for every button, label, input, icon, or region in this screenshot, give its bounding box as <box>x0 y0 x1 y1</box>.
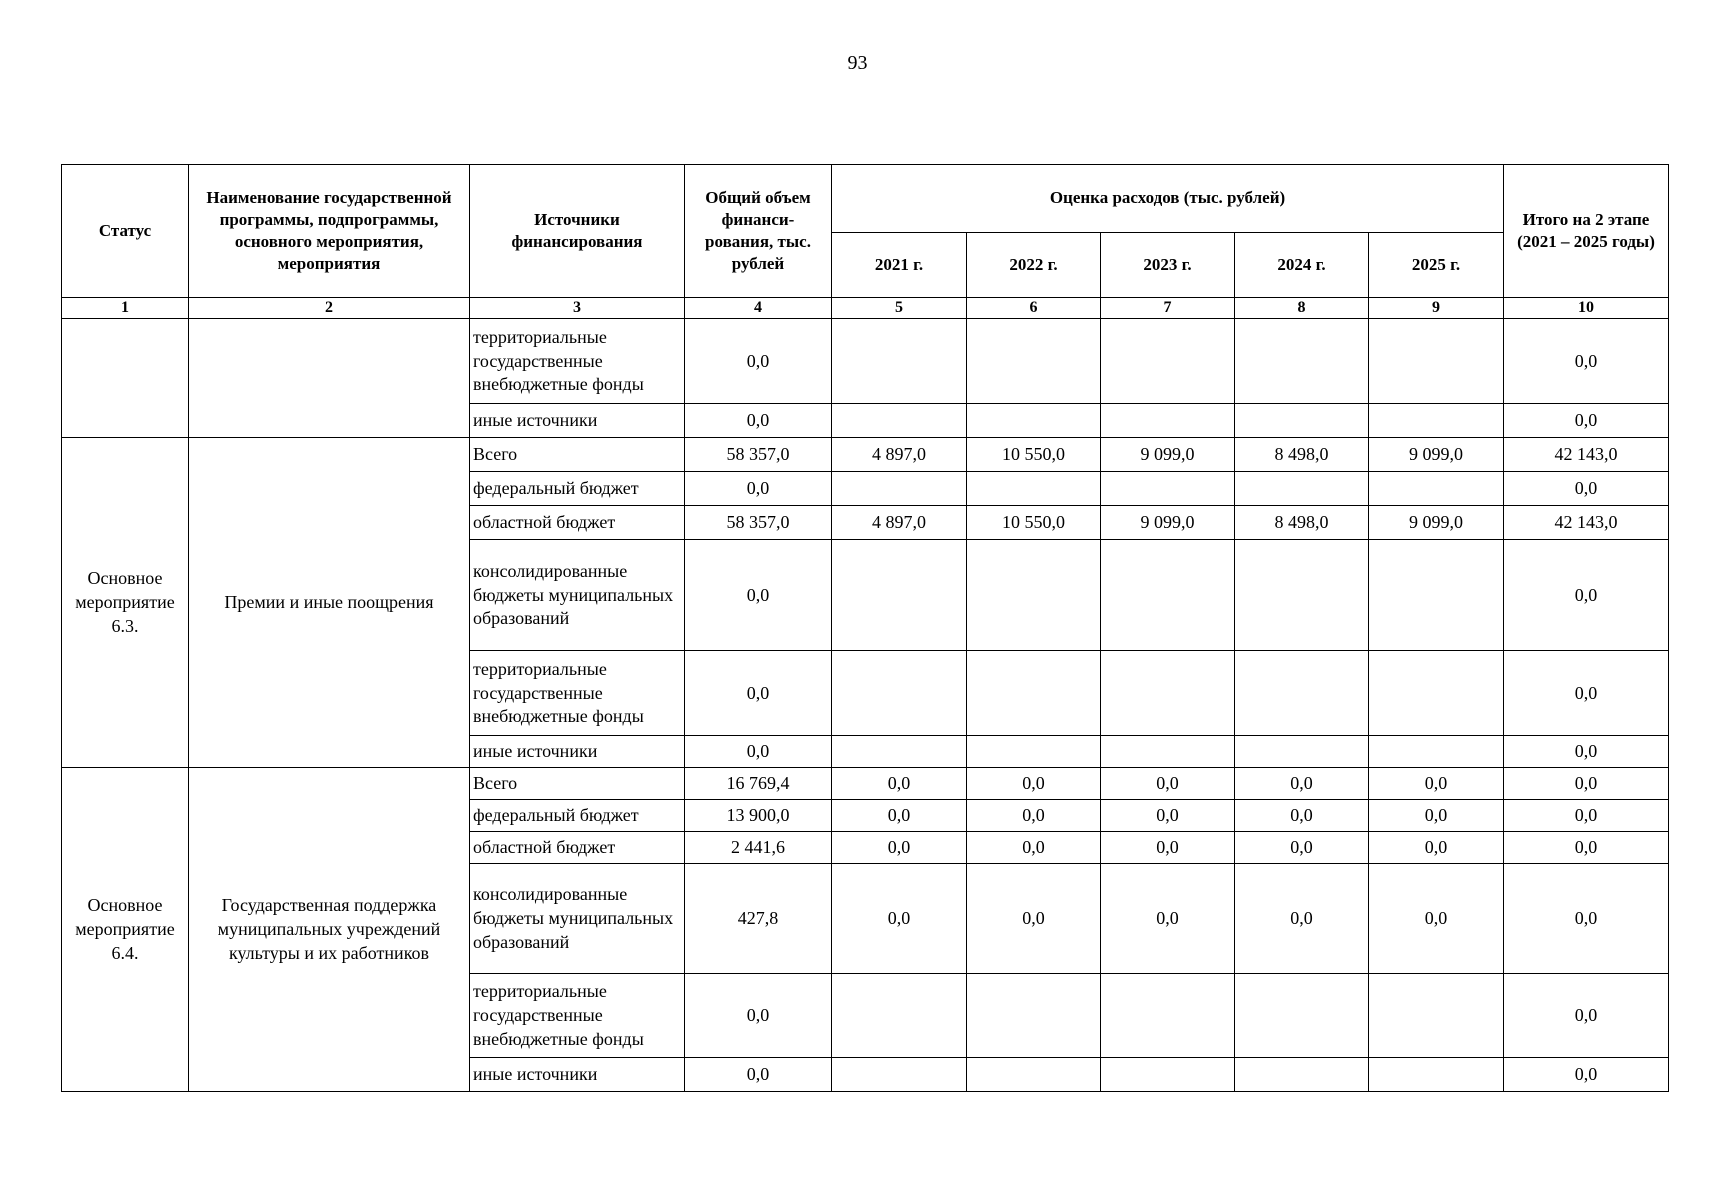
column-number: 6 <box>967 298 1101 319</box>
year-2021-cell: 0,0 <box>832 768 967 800</box>
year-2024-cell: 0,0 <box>1235 800 1369 832</box>
year-2025-cell: 0,0 <box>1369 832 1504 864</box>
source-cell: областной бюджет <box>470 832 685 864</box>
year-2021-cell: 4 897,0 <box>832 438 967 472</box>
year-2025-cell <box>1369 404 1504 438</box>
source-cell: федеральный бюджет <box>470 800 685 832</box>
budget-table <box>61 164 1669 1092</box>
stage-total-cell: 42 143,0 <box>1504 438 1669 472</box>
year-2022-cell: 0,0 <box>967 832 1101 864</box>
year-2021-cell <box>832 1058 967 1092</box>
year-2022-cell <box>967 651 1101 736</box>
header-year-2025: 2025 г. <box>1369 233 1504 298</box>
year-2023-cell <box>1101 736 1235 768</box>
stage-total-cell: 0,0 <box>1504 768 1669 800</box>
year-2025-cell <box>1369 319 1504 404</box>
source-cell: консолидированные бюджеты муниципальных образований <box>470 864 685 974</box>
year-2023-cell: 9 099,0 <box>1101 438 1235 472</box>
year-2023-cell <box>1101 472 1235 506</box>
year-2023-cell <box>1101 540 1235 651</box>
header-status: Статус <box>62 165 189 298</box>
year-2023-cell: 0,0 <box>1101 768 1235 800</box>
total-cell: 0,0 <box>685 472 832 506</box>
total-cell: 58 357,0 <box>685 438 832 472</box>
year-2025-cell <box>1369 736 1504 768</box>
year-2025-cell <box>1369 1058 1504 1092</box>
table-row <box>62 438 1669 472</box>
year-2024-cell <box>1235 472 1369 506</box>
table-header <box>62 165 1669 319</box>
year-2021-cell: 0,0 <box>832 864 967 974</box>
total-cell: 427,8 <box>685 864 832 974</box>
stage-total-cell: 0,0 <box>1504 800 1669 832</box>
total-cell: 58 357,0 <box>685 506 832 540</box>
year-2023-cell <box>1101 404 1235 438</box>
year-2024-cell <box>1235 404 1369 438</box>
year-2022-cell: 10 550,0 <box>967 438 1101 472</box>
header-stage-total: Итого на 2 этапе (2021 – 2025 годы) <box>1504 165 1669 298</box>
year-2024-cell <box>1235 319 1369 404</box>
name-cell: Премии и иные поощрения <box>189 438 470 768</box>
year-2022-cell <box>967 1058 1101 1092</box>
header-total-volume: Общий объем финанси-рования, тыс. рублей <box>685 165 832 298</box>
column-number: 1 <box>62 298 189 319</box>
total-cell: 2 441,6 <box>685 832 832 864</box>
year-2022-cell: 0,0 <box>967 800 1101 832</box>
name-cell <box>189 319 470 438</box>
status-cell <box>62 319 189 438</box>
column-number: 2 <box>189 298 470 319</box>
year-2023-cell <box>1101 1058 1235 1092</box>
stage-total-cell: 0,0 <box>1504 736 1669 768</box>
total-cell: 0,0 <box>685 651 832 736</box>
source-cell: консолидированные бюджеты муниципальных образований <box>470 540 685 651</box>
year-2025-cell <box>1369 651 1504 736</box>
year-2023-cell <box>1101 974 1235 1058</box>
year-2023-cell <box>1101 651 1235 736</box>
status-cell: Основное мероприятие 6.3. <box>62 438 189 768</box>
column-number: 4 <box>685 298 832 319</box>
year-2021-cell <box>832 974 967 1058</box>
year-2024-cell <box>1235 736 1369 768</box>
header-year-2021: 2021 г. <box>832 233 967 298</box>
year-2022-cell <box>967 974 1101 1058</box>
year-2022-cell <box>967 404 1101 438</box>
stage-total-cell: 0,0 <box>1504 864 1669 974</box>
year-2025-cell <box>1369 540 1504 651</box>
year-2025-cell <box>1369 974 1504 1058</box>
stage-total-cell: 0,0 <box>1504 1058 1669 1092</box>
year-2021-cell <box>832 651 967 736</box>
source-cell: Всего <box>470 438 685 472</box>
column-number: 5 <box>832 298 967 319</box>
column-number: 3 <box>470 298 685 319</box>
header-name: Наименование государственной программы, подпрограммы, основного мероприятия, мероприятия <box>189 165 470 298</box>
stage-total-cell: 0,0 <box>1504 832 1669 864</box>
year-2024-cell: 8 498,0 <box>1235 506 1369 540</box>
status-cell: Основное мероприятие 6.4. <box>62 768 189 1092</box>
year-2025-cell: 9 099,0 <box>1369 438 1504 472</box>
source-cell: Всего <box>470 768 685 800</box>
header-year-2022: 2022 г. <box>967 233 1101 298</box>
year-2024-cell <box>1235 651 1369 736</box>
source-cell: иные источники <box>470 1058 685 1092</box>
stage-total-cell: 0,0 <box>1504 472 1669 506</box>
year-2025-cell: 9 099,0 <box>1369 506 1504 540</box>
year-2023-cell: 0,0 <box>1101 800 1235 832</box>
year-2022-cell: 10 550,0 <box>967 506 1101 540</box>
header-year-2023: 2023 г. <box>1101 233 1235 298</box>
column-number: 7 <box>1101 298 1235 319</box>
source-cell: федеральный бюджет <box>470 472 685 506</box>
total-cell: 0,0 <box>685 319 832 404</box>
page-number: 93 <box>847 52 868 74</box>
year-2022-cell: 0,0 <box>967 864 1101 974</box>
year-2023-cell <box>1101 319 1235 404</box>
year-2024-cell <box>1235 540 1369 651</box>
source-cell: иные источники <box>470 736 685 768</box>
year-2021-cell <box>832 540 967 651</box>
year-2025-cell: 0,0 <box>1369 768 1504 800</box>
stage-total-cell: 0,0 <box>1504 319 1669 404</box>
year-2024-cell <box>1235 974 1369 1058</box>
header-year-2024: 2024 г. <box>1235 233 1369 298</box>
year-2023-cell: 0,0 <box>1101 832 1235 864</box>
year-2022-cell <box>967 319 1101 404</box>
year-2025-cell: 0,0 <box>1369 800 1504 832</box>
stage-total-cell: 0,0 <box>1504 540 1669 651</box>
total-cell: 0,0 <box>685 736 832 768</box>
stage-total-cell: 42 143,0 <box>1504 506 1669 540</box>
year-2022-cell <box>967 736 1101 768</box>
table-row <box>62 319 1669 404</box>
total-cell: 16 769,4 <box>685 768 832 800</box>
total-cell: 0,0 <box>685 974 832 1058</box>
year-2021-cell: 0,0 <box>832 800 967 832</box>
column-number: 8 <box>1235 298 1369 319</box>
year-2023-cell: 0,0 <box>1101 864 1235 974</box>
year-2021-cell <box>832 736 967 768</box>
year-2022-cell <box>967 472 1101 506</box>
total-cell: 0,0 <box>685 404 832 438</box>
year-2021-cell <box>832 319 967 404</box>
total-cell: 13 900,0 <box>685 800 832 832</box>
year-2023-cell: 9 099,0 <box>1101 506 1235 540</box>
source-cell: областной бюджет <box>470 506 685 540</box>
year-2022-cell: 0,0 <box>967 768 1101 800</box>
year-2024-cell: 0,0 <box>1235 832 1369 864</box>
year-2024-cell: 0,0 <box>1235 768 1369 800</box>
year-2021-cell <box>832 472 967 506</box>
year-2021-cell <box>832 404 967 438</box>
source-cell: иные источники <box>470 404 685 438</box>
stage-total-cell: 0,0 <box>1504 651 1669 736</box>
column-number: 10 <box>1504 298 1669 319</box>
table-row <box>62 768 1669 800</box>
source-cell: территориальные государственные внебюджетные фонды <box>470 319 685 404</box>
stage-total-cell: 0,0 <box>1504 404 1669 438</box>
year-2022-cell <box>967 540 1101 651</box>
column-numbers-row <box>62 298 1669 319</box>
header-sources: Источники финансирования <box>470 165 685 298</box>
year-2024-cell: 8 498,0 <box>1235 438 1369 472</box>
year-2021-cell: 0,0 <box>832 832 967 864</box>
column-number: 9 <box>1369 298 1504 319</box>
name-cell: Государственная поддержка муниципальных учреждений культуры и их работников <box>189 768 470 1092</box>
header-estimate-group: Оценка расходов (тыс. рублей) <box>832 165 1504 233</box>
source-cell: территориальные государственные внебюджетные фонды <box>470 651 685 736</box>
total-cell: 0,0 <box>685 1058 832 1092</box>
table-body <box>62 319 1669 1092</box>
year-2021-cell: 4 897,0 <box>832 506 967 540</box>
year-2024-cell <box>1235 1058 1369 1092</box>
year-2025-cell: 0,0 <box>1369 864 1504 974</box>
year-2024-cell: 0,0 <box>1235 864 1369 974</box>
source-cell: территориальные государственные внебюджетные фонды <box>470 974 685 1058</box>
year-2025-cell <box>1369 472 1504 506</box>
total-cell: 0,0 <box>685 540 832 651</box>
stage-total-cell: 0,0 <box>1504 974 1669 1058</box>
